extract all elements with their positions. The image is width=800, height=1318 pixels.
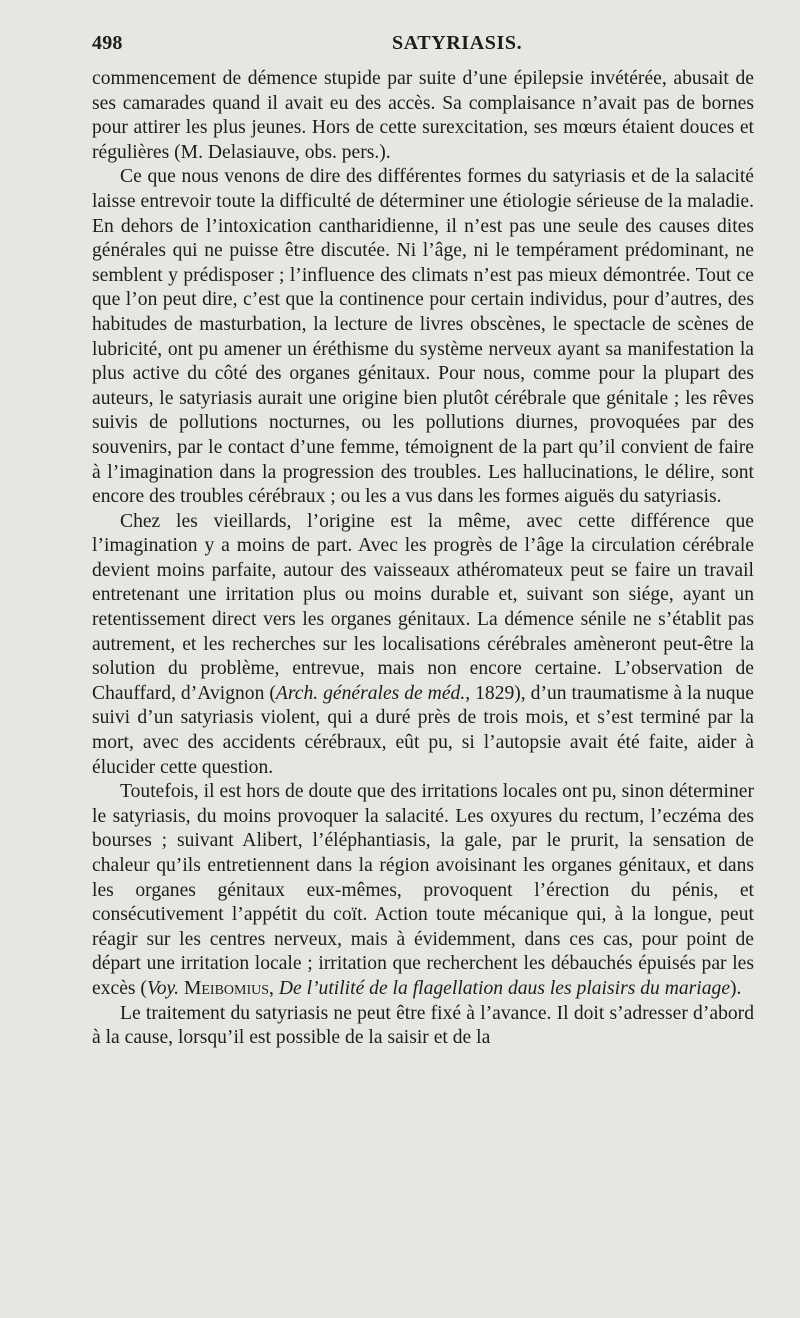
citation-author: Meibomius [183,977,270,999]
citation-title: Arch. générales de méd. [275,682,466,704]
paragraph-text: Chez les vieillards, l’origine est la même, avec cette différence que l’imagination y a moins de part. Avec les progrès de l’âge la circulation cérébrale devient moins parfaite, autour des vaisseaux athéromateux peut se faire un travail entretenant une irritation plus ou moins durable et, suivant son siége, ayant un retentissement direct vers les organes génitaux. La démence sénile ne s’établit pas autrement, et les recherches sur les localisations cérébrales amèneront peut-être la solution du problème, entrevue, mais non encore certaine. L’observation de Chauffard, d’Avignon ( [92,510,754,704]
paragraph-local-irritation: Toutefois, il est hors de doute que des irritations locales ont pu, sinon déterminer le satyriasis, du moins provoquer la salacité. Les oxyures du rectum, l’eczéma des bourses ; suivant Alibert, l’éléphantiasis, la gale, par le prurit, la sensation de chaleur qu’ils entretiennent dans la région avoisinant les organes génitaux, et dans les organes génitaux eux-mêmes, provoquent l’érection du pénis, et consécutivement l’appétit du coït. Action toute mécanique qui, à la longue, peut réagir sur les centres nerveux, mais à évidemment, dans ces cas, pour point de départ une irritation locale ; irritation que recherchent les débauchés épuisés par les excès (Voy. Meibomius, De l’utilité de la flagellation daus les plaisirs du mariage). [92,781,754,999]
paragraph-etiology [92,165,754,509]
paragraph-text: Le traitement du satyriasis ne peut être fixé à l’avance. Il doit s’adresser d’abord à la cause, lorsqu’il est possible de la saisir et de la [92,1002,754,1049]
paragraph-treatment [92,1002,754,1051]
running-title: SATYRIASIS. [392,32,523,54]
paragraph-old-men [92,510,754,781]
citation-voy: Voy. [146,977,180,999]
body-text [92,67,754,1051]
citation-title: De l’utilité de la flagellation daus les plaisirs du mariage [278,977,731,999]
page-number: 498 [92,32,123,54]
page-header [92,32,754,62]
paragraph-text: ). [730,977,742,999]
paragraph-text: commencement de démence stupide par suite d’une épilepsie invétérée, abusait de ses camarades quand il avait eu des accès. Sa complaisance n’avait pas de bornes pour attirer les plus jeunes. Hors de cette surexcitation, ses mœurs étaient douces et régulières (M. Delasiauve, obs. pers.). [92,68,754,163]
paragraph-continuation [92,67,754,165]
paragraph-text: Toutefois, il est hors de doute que des irritations locales ont pu, sinon déterminer le satyriasis, du moins provoquer la salacité. Les oxyures du rectum, l’eczéma des bourses ; suivant Alibert, l’éléphantiasis, la gale, par le prurit, la sensation de chaleur qu’ils entretiennent dans la région avoisinant les organes génitaux, et dans les organes génitaux eux-mêmes, provoquent l’érection du pénis, et consécutivement l’appétit du coït. Action toute mécanique qui, à la longue, peut réagir sur les centres nerveux, mais à évidemment, dans ces cas, pour point de départ une irritation locale ; irritation que recherchent les débauchés épuisés par les excès ( [92,781,754,999]
paragraph-text: Ce que nous venons de dire des différentes formes du satyriasis et de la salacité laisse entrevoir toute la difficulté de déterminer une étiologie sérieuse de la maladie. En dehors de l’intoxication cantharidienne, il n’est pas une seule des causes dites générales qui ne puisse être discutée. Ni l’âge, ni le tempérament prédominant, ne semblent y prédisposer ; l’influence des climats n’est pas mieux démontrée. Tout ce que l’on peut dire, c’est que la continence pour certain individus, pour d’autres, des habitudes de masturbation, la lecture de livres obscènes, le spectacle de scènes de lubricité, ont pu amener un éréthisme du système nerveux ayant sa manifestation la plus active du côté des organes génitaux. Pour nous, comme pour la plupart des auteurs, le satyriasis aurait une origine bien plutôt cérébrale que génitale ; les rêves suivis de pollutions nocturnes, ou les pollutions diurnes, provoquées par des souvenirs, par le contact d’une femme, témoignent de la part qu’il convient de faire à l’imagination dans la progression des troubles. Les hallucinations, le délire, sont encore des troubles cérébraux ; ou les a vus dans les formes aiguës du satyriasis. [92,166,754,508]
paragraph-text: , 1829), d’un traumatisme à la nuque suivi d’un satyriasis violent, qui a duré près de trois mois, et s’est terminé par la mort, avec des accidents cérébraux, eût pu, si l’autopsie avait été faite, aider à élucider cette question. [92,682,754,778]
